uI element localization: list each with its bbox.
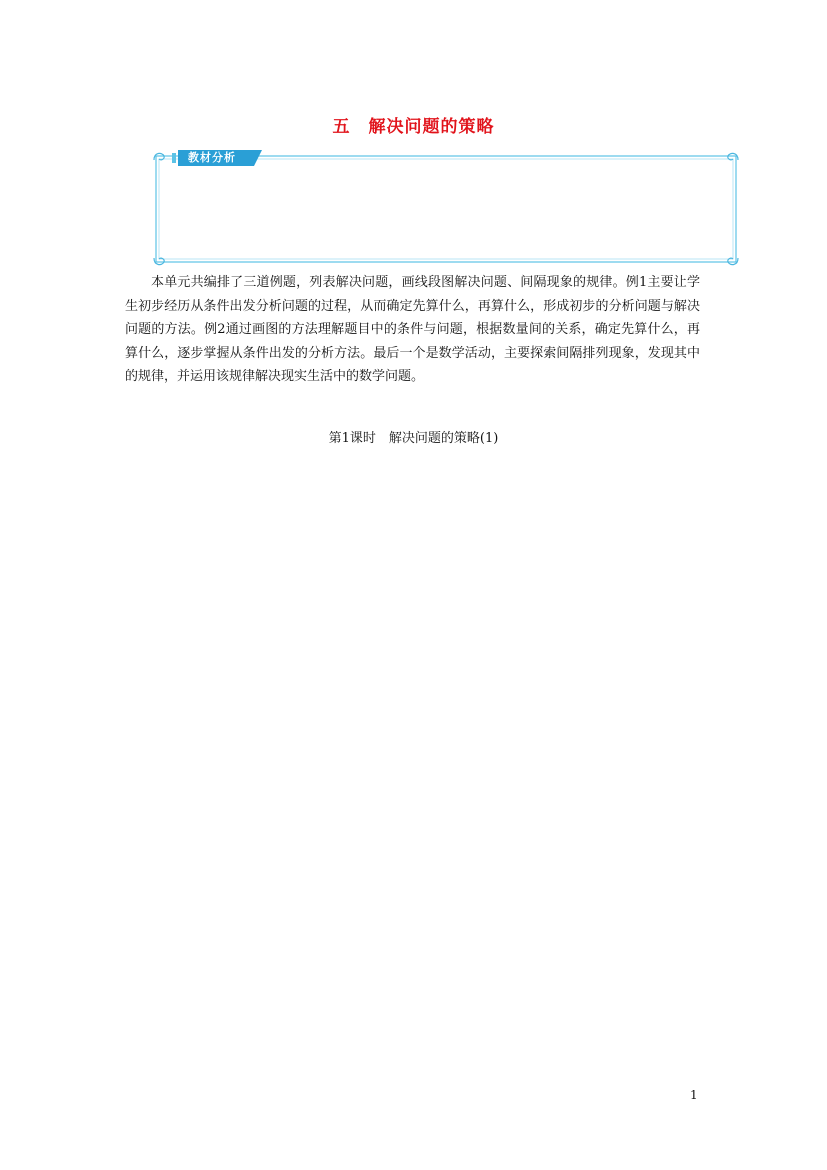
corner-ornament-icon [154,153,738,264]
textbook-analysis-tag: 教材分析 [188,151,236,164]
unit-overview-paragraph: 本单元共编排了三道例题，列表解决问题，画线段图解决问题、间隔现象的规律。例1主要让学生初步经历从条件出发分析问题的过程，从而确定先算什么，再算什么，形成初步的分析问题与解决问题的方法。例2通过画图的方法理解题目中的条件与问题，根据数量间的关系，确定先算什么，再算什么，逐步掌握从条件出发的分析方法。最后一个是数学活动，主要探索间隔排列现象，发现其中的规律，并运用该规律解决现实生活中的数学问题。 [125,275,700,384]
analysis-box-frame [152,150,740,268]
lesson-heading: 第1课时 解决问题的策略(1) [328,431,499,446]
chapter-title: 五 解决问题的策略 [332,117,495,137]
textbook-analysis-box [152,150,740,268]
page-number: 1 [690,1088,698,1102]
